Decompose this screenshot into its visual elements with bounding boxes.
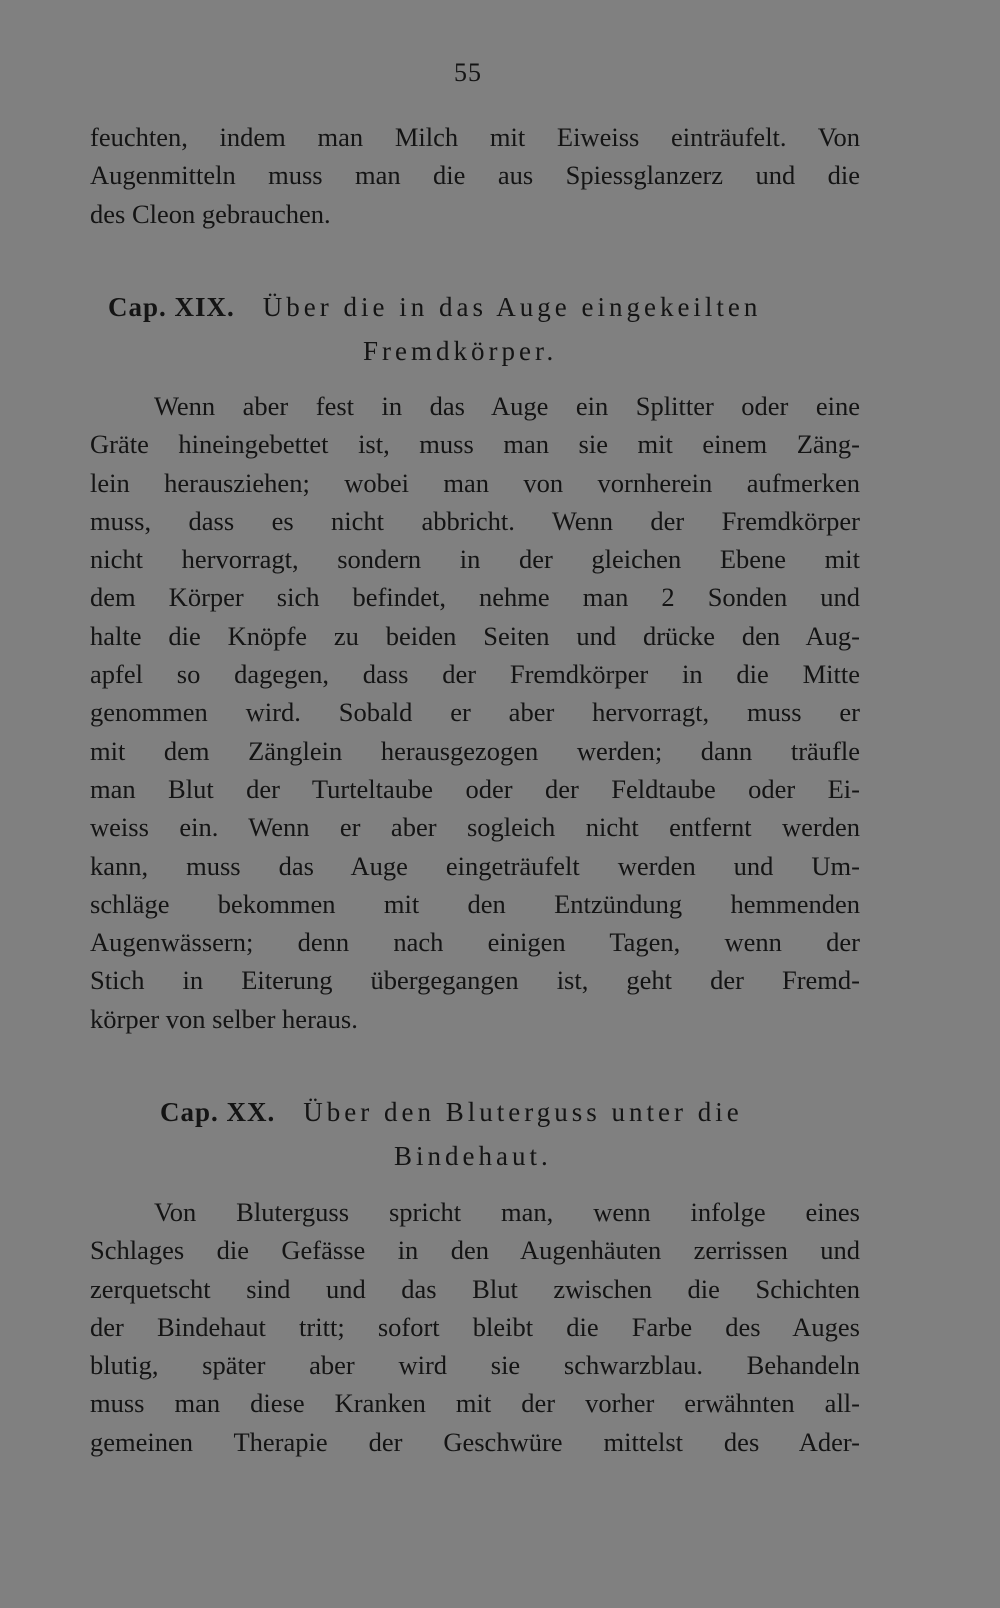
chapter-label: Cap. XX.	[160, 1097, 276, 1127]
text-line: mit dem Zänglein herausgezogen werden; dann träufle	[90, 735, 860, 766]
text-line: apfel so dagegen, dass der Fremdkörper in die Mitte	[90, 659, 860, 690]
text-line: genommen wird. Sobald er aber hervorragt, muss er	[90, 697, 860, 728]
text-line: Wenn aber fest in das Auge ein Splitter oder eine	[154, 391, 860, 421]
text-line: lein herausziehen; wobei man von vornherein aufmerken	[90, 467, 860, 498]
chapter-label: Cap. XIX.	[108, 292, 235, 322]
page-number: 55	[454, 58, 482, 87]
text-line: man Blut der Turteltaube oder der Feldtaube oder Ei-	[90, 773, 860, 804]
chapter-title-continuation: Fremdkörper.	[363, 336, 558, 366]
paragraph-bloodshot	[90, 1193, 860, 1461]
text-line: dem Körper sich befindet, nehme man 2 Sonden und	[90, 582, 860, 613]
paragraph-continuation	[90, 118, 860, 233]
text-line: Augenwässern; denn nach einigen Tagen, wenn der	[90, 927, 860, 958]
text-line: feuchten, indem man Milch mit Eiweiss einträufelt. Von	[90, 122, 860, 152]
text-line: Von Bluterguss spricht man, wenn infolge eines	[154, 1197, 860, 1227]
text-line: halte die Knöpfe zu beiden Seiten und drücke den Aug-	[90, 620, 860, 651]
chapter-heading-20	[0, 1090, 1000, 1178]
text-line: muss, dass es nicht abbricht. Wenn der Fremdkörper	[90, 505, 860, 536]
chapter-heading-19	[0, 285, 1000, 373]
paragraph-foreign-bodies	[90, 387, 860, 1038]
text-line: Schlages die Gefässe in den Augenhäuten zerrissen und	[90, 1235, 860, 1266]
text-line: körper von selber heraus.	[90, 1003, 358, 1034]
text-line: kann, muss das Auge eingeträufelt werden und Um-	[90, 850, 860, 881]
chapter-heading-line	[0, 285, 1000, 329]
chapter-title: Über die in das Auge eingekeilten	[262, 292, 762, 322]
text-line: gemeinen Therapie der Geschwüre mittelst des Ader-	[90, 1426, 860, 1457]
text-line: Gräte hineingebettet ist, muss man sie mit einem Zäng-	[90, 429, 860, 460]
text-line: Augenmitteln muss man die aus Spiessglanzerz und die	[90, 160, 860, 191]
text-line: muss man diese Kranken mit der vorher erwähnten all-	[90, 1388, 860, 1419]
chapter-title-continuation: Bindehaut.	[394, 1141, 552, 1171]
text-line: zerquetscht sind und das Blut zwischen die Schichten	[90, 1273, 860, 1304]
text-line: nicht hervorragt, sondern in der gleichen Ebene mit	[90, 544, 860, 575]
text-line: des Cleon gebrauchen.	[90, 198, 331, 229]
chapter-title: Über den Bluterguss unter die	[303, 1097, 743, 1127]
text-line: der Bindehaut tritt; sofort bleibt die Farbe des Auges	[90, 1311, 860, 1342]
text-line: Stich in Eiterung übergegangen ist, geht der Fremd-	[90, 965, 860, 996]
text-line: blutig, später aber wird sie schwarzblau. Behandeln	[90, 1350, 860, 1381]
text-line: schläge bekommen mit den Entzündung hemmenden	[90, 888, 860, 919]
chapter-heading-line	[0, 1090, 1000, 1134]
text-line: weiss ein. Wenn er aber sogleich nicht entfernt werden	[90, 812, 860, 843]
